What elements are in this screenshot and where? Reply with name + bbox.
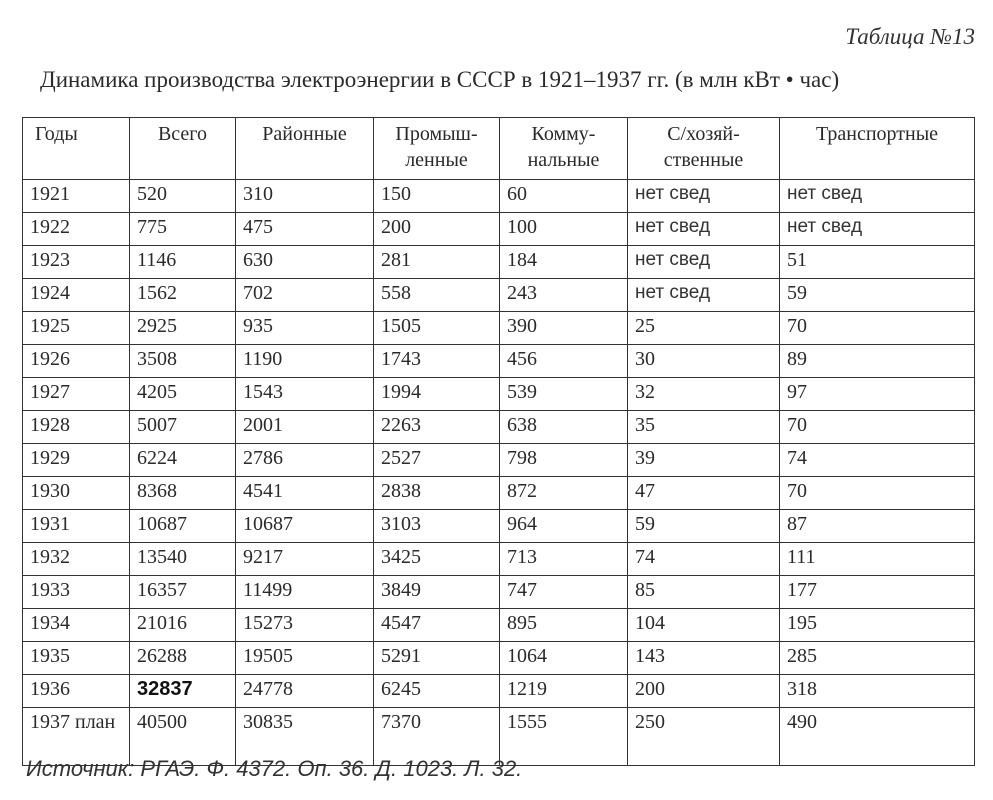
- cell-total: 2925: [130, 312, 236, 345]
- table-row: [23, 345, 975, 378]
- cell-total: 3508: [130, 345, 236, 378]
- cell-district: 30835: [236, 708, 374, 766]
- cell-total: 520: [130, 180, 236, 213]
- cell-district: 2786: [236, 444, 374, 477]
- source-note: Источник: РГАЭ. Ф. 4372. Оп. 36. Д. 1023. Л. 32.: [26, 756, 523, 781]
- cell-agricultural: 39: [628, 444, 780, 477]
- cell-transport: 70: [780, 411, 975, 444]
- cell-industrial: 2838: [374, 477, 500, 510]
- cell-communal: 747: [500, 576, 628, 609]
- cell-transport: 70: [780, 477, 975, 510]
- cell-district: 11499: [236, 576, 374, 609]
- cell-agricultural: 59: [628, 510, 780, 543]
- cell-transport: 70: [780, 312, 975, 345]
- cell-transport: 74: [780, 444, 975, 477]
- cell-total: 775: [130, 213, 236, 246]
- cell-agricultural: 47: [628, 477, 780, 510]
- cell-total: 26288: [130, 642, 236, 675]
- electricity-production-table: [22, 117, 975, 766]
- cell-total: 21016: [130, 609, 236, 642]
- cell-district: 10687: [236, 510, 374, 543]
- cell-agricultural: 25: [628, 312, 780, 345]
- cell-agricultural: нет свед: [628, 180, 780, 213]
- cell-year: 1937 план: [23, 708, 130, 766]
- cell-communal: 1219: [500, 675, 628, 708]
- cell-year: 1926: [23, 345, 130, 378]
- cell-year: 1929: [23, 444, 130, 477]
- cell-communal: 895: [500, 609, 628, 642]
- cell-agricultural: 143: [628, 642, 780, 675]
- cell-agricultural: нет свед: [628, 279, 780, 312]
- cell-transport: 97: [780, 378, 975, 411]
- cell-communal: 964: [500, 510, 628, 543]
- cell-district: 2001: [236, 411, 374, 444]
- cell-transport: 195: [780, 609, 975, 642]
- cell-communal: 1064: [500, 642, 628, 675]
- cell-district: 24778: [236, 675, 374, 708]
- cell-industrial: 7370: [374, 708, 500, 766]
- cell-communal: 713: [500, 543, 628, 576]
- cell-year: 1935: [23, 642, 130, 675]
- cell-communal: 390: [500, 312, 628, 345]
- cell-total: 1146: [130, 246, 236, 279]
- cell-communal: 638: [500, 411, 628, 444]
- cell-transport: 111: [780, 543, 975, 576]
- cell-transport: 87: [780, 510, 975, 543]
- table-row: [23, 444, 975, 477]
- cell-year: 1924: [23, 279, 130, 312]
- cell-agricultural: 200: [628, 675, 780, 708]
- cell-transport: нет свед: [780, 213, 975, 246]
- cell-district: 935: [236, 312, 374, 345]
- cell-year: 1932: [23, 543, 130, 576]
- table-row: [23, 543, 975, 576]
- cell-total: 10687: [130, 510, 236, 543]
- cell-year: 1928: [23, 411, 130, 444]
- cell-district: 15273: [236, 609, 374, 642]
- cell-district: 4541: [236, 477, 374, 510]
- cell-district: 475: [236, 213, 374, 246]
- cell-district: 630: [236, 246, 374, 279]
- cell-transport: 177: [780, 576, 975, 609]
- cell-communal: 243: [500, 279, 628, 312]
- cell-district: 310: [236, 180, 374, 213]
- cell-year: 1922: [23, 213, 130, 246]
- cell-year: 1931: [23, 510, 130, 543]
- cell-year: 1930: [23, 477, 130, 510]
- header-total: Всего: [130, 118, 236, 180]
- cell-industrial: 200: [374, 213, 500, 246]
- cell-transport: 318: [780, 675, 975, 708]
- cell-industrial: 281: [374, 246, 500, 279]
- cell-total: 1562: [130, 279, 236, 312]
- cell-agricultural: 104: [628, 609, 780, 642]
- cell-total: 40500: [130, 708, 236, 766]
- cell-agricultural: нет свед: [628, 246, 780, 279]
- cell-industrial: 2263: [374, 411, 500, 444]
- cell-district: 1543: [236, 378, 374, 411]
- cell-industrial: 1743: [374, 345, 500, 378]
- cell-communal: 872: [500, 477, 628, 510]
- table-row: [23, 609, 975, 642]
- table-header-row: [23, 118, 975, 180]
- cell-district: 702: [236, 279, 374, 312]
- cell-district: 9217: [236, 543, 374, 576]
- cell-communal: 100: [500, 213, 628, 246]
- cell-year: 1927: [23, 378, 130, 411]
- header-years: Годы: [23, 118, 130, 180]
- cell-agricultural: 30: [628, 345, 780, 378]
- cell-industrial: 6245: [374, 675, 500, 708]
- table-row: [23, 246, 975, 279]
- cell-communal: 456: [500, 345, 628, 378]
- cell-industrial: 1994: [374, 378, 500, 411]
- table-caption: Динамика производства электроэнергии в СССР в 1921–1937 гг. (в млн кВт • час): [40, 67, 840, 92]
- cell-transport: 51: [780, 246, 975, 279]
- cell-transport: 89: [780, 345, 975, 378]
- table-row: [23, 510, 975, 543]
- table-row: [23, 642, 975, 675]
- cell-year: 1923: [23, 246, 130, 279]
- cell-industrial: 2527: [374, 444, 500, 477]
- cell-communal: 184: [500, 246, 628, 279]
- header-transport: Транспортные: [780, 118, 975, 180]
- header-communal: Комму-нальные: [500, 118, 628, 180]
- cell-transport: 285: [780, 642, 975, 675]
- table-row: [23, 378, 975, 411]
- cell-year: 1925: [23, 312, 130, 345]
- cell-transport: 59: [780, 279, 975, 312]
- header-agricultural: С/хозяй-ственные: [628, 118, 780, 180]
- table-number: Таблица №13: [845, 24, 975, 49]
- cell-agricultural: 32: [628, 378, 780, 411]
- cell-communal: 60: [500, 180, 628, 213]
- cell-transport: 490: [780, 708, 975, 766]
- cell-communal: 798: [500, 444, 628, 477]
- table-row: [23, 576, 975, 609]
- cell-industrial: 3849: [374, 576, 500, 609]
- cell-year: 1933: [23, 576, 130, 609]
- cell-total: 16357: [130, 576, 236, 609]
- cell-industrial: 1505: [374, 312, 500, 345]
- cell-industrial: 150: [374, 180, 500, 213]
- table-row: [23, 180, 975, 213]
- header-district: Районные: [236, 118, 374, 180]
- cell-agricultural: 250: [628, 708, 780, 766]
- cell-district: 19505: [236, 642, 374, 675]
- cell-communal: 539: [500, 378, 628, 411]
- header-industrial: Промыш-ленные: [374, 118, 500, 180]
- table-row: [23, 411, 975, 444]
- table-row: [23, 477, 975, 510]
- cell-total: 8368: [130, 477, 236, 510]
- cell-industrial: 4547: [374, 609, 500, 642]
- cell-total: 13540: [130, 543, 236, 576]
- cell-total: 6224: [130, 444, 236, 477]
- cell-year: 1936: [23, 675, 130, 708]
- cell-agricultural: 74: [628, 543, 780, 576]
- cell-agricultural: нет свед: [628, 213, 780, 246]
- cell-industrial: 3425: [374, 543, 500, 576]
- cell-industrial: 5291: [374, 642, 500, 675]
- cell-industrial: 558: [374, 279, 500, 312]
- cell-industrial: 3103: [374, 510, 500, 543]
- table-row: [23, 675, 975, 708]
- cell-year: 1934: [23, 609, 130, 642]
- table-row: [23, 279, 975, 312]
- cell-transport: нет свед: [780, 180, 975, 213]
- cell-total: 4205: [130, 378, 236, 411]
- table-row: [23, 312, 975, 345]
- cell-total: 5007: [130, 411, 236, 444]
- cell-communal: 1555: [500, 708, 628, 766]
- cell-agricultural: 85: [628, 576, 780, 609]
- cell-agricultural: 35: [628, 411, 780, 444]
- cell-year: 1921: [23, 180, 130, 213]
- cell-total: 32837: [130, 675, 236, 708]
- table-row: [23, 213, 975, 246]
- cell-district: 1190: [236, 345, 374, 378]
